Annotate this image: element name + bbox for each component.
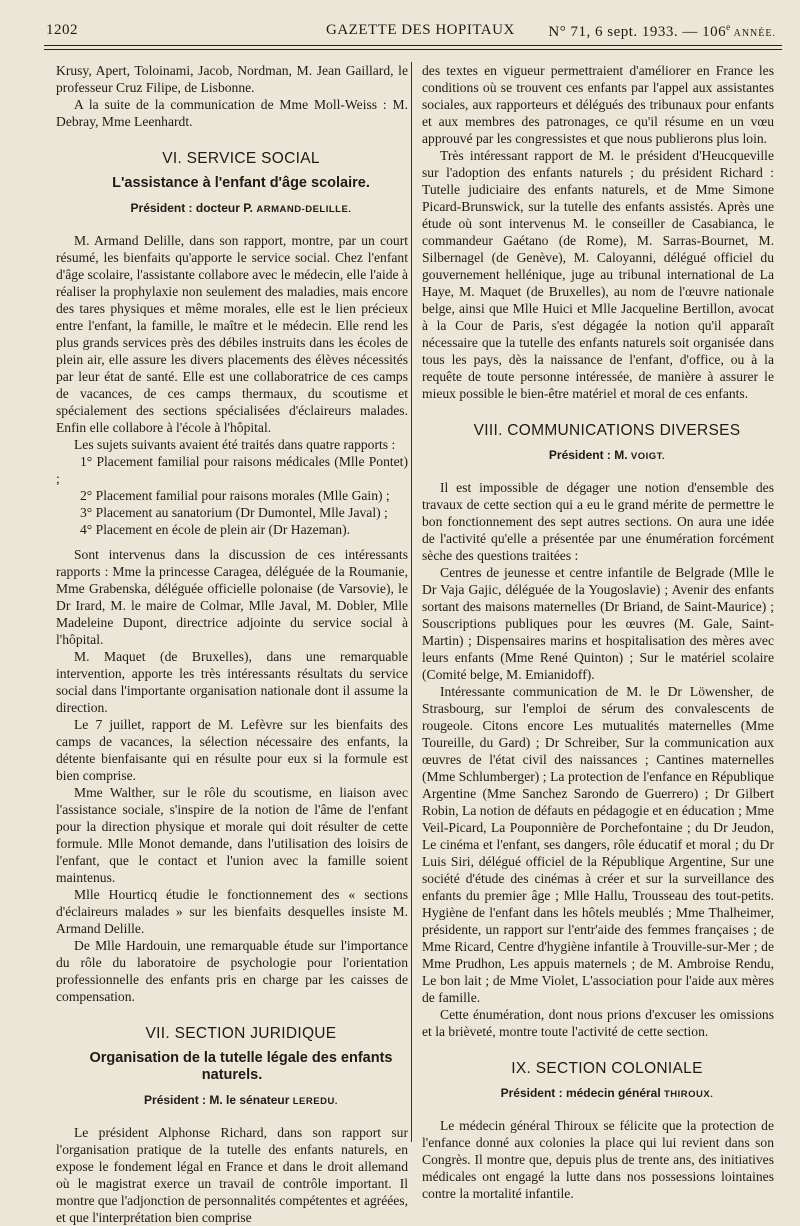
page-header (46, 22, 776, 42)
president-name: ARMAND-DELILLE. (256, 204, 352, 215)
issue-info (548, 22, 776, 41)
body-paragraph: Le 7 juillet, rapport de M. Lefèvre sur les bienfaits des camps de vacances, la sélection nécessaire des enfants, la détente bienfaisante qui en résulte pour eux si la formule est bien comprise. (56, 717, 408, 783)
page-number: 1202 (46, 22, 78, 38)
right-column (422, 62, 774, 1202)
issue-year-label: ANNÉE. (730, 28, 776, 39)
list-item: 4° Placement en école de plein air (Dr Hazeman). (80, 522, 351, 537)
president-name: VOIGT. (630, 451, 666, 462)
body-paragraph: Le médecin général Thiroux se félicite que la protection de l'enfance donné aux colonies la place qui lui revient dans son Congrès. Il montre que, depuis plus de trente ans, des initiatives médicales ont engagé la lutte dans nos possessions lointaines contre la mortalité infantile. (422, 1118, 774, 1201)
header-rule-bottom (44, 49, 782, 50)
intro-paragraph: A la suite de la communication de Mme Moll-Weiss : M. Debray, Mme Leenhardt. (56, 97, 408, 129)
body-paragraph: Il est impossible de dégager une notion d'ensemble des travaux de cette section qui a eu le grand mérite de permettre le bon fonctionnement des sept autres sections. On aura une idée de l'activité qu'elle a présentée par une énumération forcément sèche des questions traitées : (422, 480, 774, 563)
list-item: 3° Placement au sanatorium (Dr Dumontel, Mlle Javal) ; (80, 505, 388, 520)
list-item: 2° Placement familial pour raisons morales (Mlle Gain) ; (80, 488, 390, 503)
section-president (422, 447, 774, 465)
section-subtitle: Organisation de la tutelle légale des enfants naturels. (89, 1050, 393, 1083)
intro-paragraph: Krusy, Apert, Toloinami, Jacob, Nordman, M. Jean Gaillard, le professeur Cruz Filipe, de Lisbonne. (56, 63, 408, 95)
section-heading: VIII. COMMUNICATIONS DIVERSES (473, 422, 741, 439)
section-president (422, 1085, 774, 1103)
president-label: Président : M. (548, 448, 631, 462)
body-paragraph: Le président Alphonse Richard, dans son rapport sur l'organisation pratique de la tutelle des enfants naturels, en expose le fondement légal en France et dans le droit allemand où le magistrat exerce un travail de contrôle important. Il montre que l'adjonction de personnalités compétentes et agréées, et que l'interprétation bien comprise (56, 1125, 408, 1225)
left-column (56, 62, 408, 1226)
column-divider (411, 62, 412, 1142)
president-name: THIROUX. (664, 1089, 714, 1100)
president-label: Président : médecin général (500, 1086, 664, 1100)
body-paragraph: Cette énumération, dont nous prions d'excuser les omissions et la brièveté, montre toute l'activité de cette section. (422, 1007, 774, 1039)
issue-number: N° 71, 6 sept. 1933. — 106 (548, 24, 727, 40)
section-heading: VI. SERVICE SOCIAL (162, 150, 320, 167)
section-president (56, 200, 408, 218)
journal-title: GAZETTE DES HOPITAUX (326, 22, 515, 38)
section-president (56, 1092, 408, 1110)
body-paragraph: Sont intervenus dans la discussion de ces intéressants rapports : Mme la princesse Caragea, déléguée de la Roumanie, Mme Grabenska, déléguée officielle polonaise (de Varsovie), le Dr Irard, M. le maire de Colmar, Mlle Javal, M. Dobler, Mlle Madeleine Dupont, directrice adjointe du service social à l'hôpital. (56, 547, 408, 647)
president-label: Président : M. le sénateur (144, 1093, 293, 1107)
section-heading: VII. SECTION JURIDIQUE (145, 1025, 337, 1042)
section-heading: IX. SECTION COLONIALE (511, 1060, 703, 1077)
body-paragraph: De Mlle Hardouin, une remarquable étude sur l'importance du rôle du laboratoire de psychologie pour l'orientation professionnelle des enfants pris en charge par les caisses de compensation. (56, 938, 408, 1004)
president-name: LEREDU. (292, 1096, 338, 1107)
body-paragraph: Très intéressant rapport de M. le président d'Heucqueville sur l'adoption des enfants naturels ; du président Richard : Tutelle judiciaire des enfants naturels, et de Mme Simone Picard-Brunswick, sur la tutelle des enfants assistés. Après une étude où sont intervenus M. le conseiller de Casabianca, le commandeur Gaétano (de Rome), M. Sarras-Bournet, M. Silbernagel (de Genève), M. Caloyanni, délégué officiel du gouvernement hellénique, juge au tribunal international de La Haye, M. Maquet (de Bruxelles), au nom de l'œuvre nationale belge, ainsi que Mlle Huici et Mlle Jacqueline Bertillon, avocat à la Cour de Paris, s'est dégagée la notion qu'il apparaît nécessaire que la tutelle des enfants naturels soit organisée dans tous les pays, dès la naissance de l'enfant, d'office, ou à la requête de toute personne intéressée, de manière à assurer le mieux possible le bien-être matériel et moral de ces enfants. (422, 148, 774, 401)
section-subtitle: L'assistance à l'enfant d'âge scolaire. (112, 175, 370, 191)
body-paragraph: M. Armand Delille, dans son rapport, montre, par un court résumé, les bienfaits qu'apporte le service social. Chez l'enfant d'âge scolaire, l'assistante collabore avec le médecin, elle l'aide à réaliser la prophylaxie non seulement des maladies, mais encore des tares physiques et même morales, elle est le lien précieux entre l'enfant, la famille, le maître et le médecin. Elle rend les plus grands services près des débiles instruits dans les écoles de plein air, elle assure les divers placements des élèves nécessités par leur état de santé. Elle est une collaboratrice de ces camps de vacances, de ces camps thermaux, du scoutisme et spécialement des sections spécialisées d'éclaireurs malades. Enfin elle collabore à l'école à l'hôpital. (56, 233, 408, 435)
body-paragraph: Centres de jeunesse et centre infantile de Belgrade (Mlle le Dr Vaja Gajic, déléguée de la Yougoslavie) ; Avenir des enfants sortant des maisons maternelles (Dr Briand, de Saint-Maurice) ; Souscriptions publiques pour les œuvres (M. Gale, Saint-Martin) ; Dispensaires marins et hospitalisation des mères avec leurs enfants (Mme René Quinton) ; Sur le matériel scolaire (Comité belge, M. Emianidoff). (422, 565, 774, 682)
body-paragraph: des textes en vigueur permettraient d'améliorer en France les conditions où se trouvent ces enfants par l'appel aux assistantes sociales, aux rapporteurs et délégués des tribunaux pour enfants et aux membres des patronages, ce qu'il résume en un vœu approuvé par les congressistes et que nous publierons plus loin. (422, 63, 774, 146)
body-paragraph: Mme Walther, sur le rôle du scoutisme, en liaison avec l'assistance sociale, s'inspire de la notion de l'âme de l'enfant pour la direction physique et morale qui doit résulter de cette formule. Mlle Monot demande, dans l'utilisation des loisirs de l'enfant, que le contact et l'union avec la famille soient maintenus. (56, 785, 408, 885)
body-paragraph: Mlle Hourticq étudie le fonctionnement des « sections d'éclaireurs malades » sur les bienfaits desquelles insiste M. Armand Delille. (56, 887, 408, 936)
president-label: Président : docteur P. (130, 201, 257, 215)
issue-ordinal-suffix: e (726, 22, 731, 32)
body-paragraph: M. Maquet (de Bruxelles), dans une remarquable intervention, apporte les très intéressants résultats du service social dans l'importante organisation nationale dont il assume la direction. (56, 649, 408, 715)
body-paragraph: Intéressante communication de M. le Dr Löwensher, de Strasbourg, sur l'emploi de sérum des convalescents de rougeole. Citons encore Les mutualités maternelles (Mme Toureille, du Gard) ; Dr Schreiber, Sur la communication aux œuvres de l'état civil des naissances ; Cantines maternelles (Mme Schlumberger) ; La protection de l'enfance en République Argentine (Mme Sanchez Sarondo de Guerrero) ; Dr Gilbert Robin, La notion de défauts en pédagogie et en éducation ; Mme Veil-Picard, La Pouponnière de Porchefontaine ; du Dr Jeudon, Le cinéma et l'enfant, ses dangers, rôle éducatif et moral ; du Dr Luis Siri, délégué officiel de la République Argentine, Sur une société d'étude des cinémas à créer et sur la surveillance des enfants du premier âge ; Mlle Hallu, Trousseau des tout-petits. Hygiène de l'enfant dans les hôtels meublés ; Mme Thalheimer, présidente, un rapport sur l'entr'aide des femmes françaises ; de Mme Ricard, Centre d'hygiène infantile à Trouville-sur-Mer ; de Mme Prudhon, Les appuis maternels ; de M. Ambroise Rendu, Le bon lait ; de Mme Violet, L'association pour l'aide aux mères de famille. (422, 684, 774, 1005)
body-paragraph: Les sujets suivants avaient été traités dans quatre rapports : (74, 437, 396, 452)
header-rule-top (44, 45, 782, 46)
list-item: 1° Placement familial pour raisons médicales (Mlle Pontet) ; (56, 454, 408, 486)
